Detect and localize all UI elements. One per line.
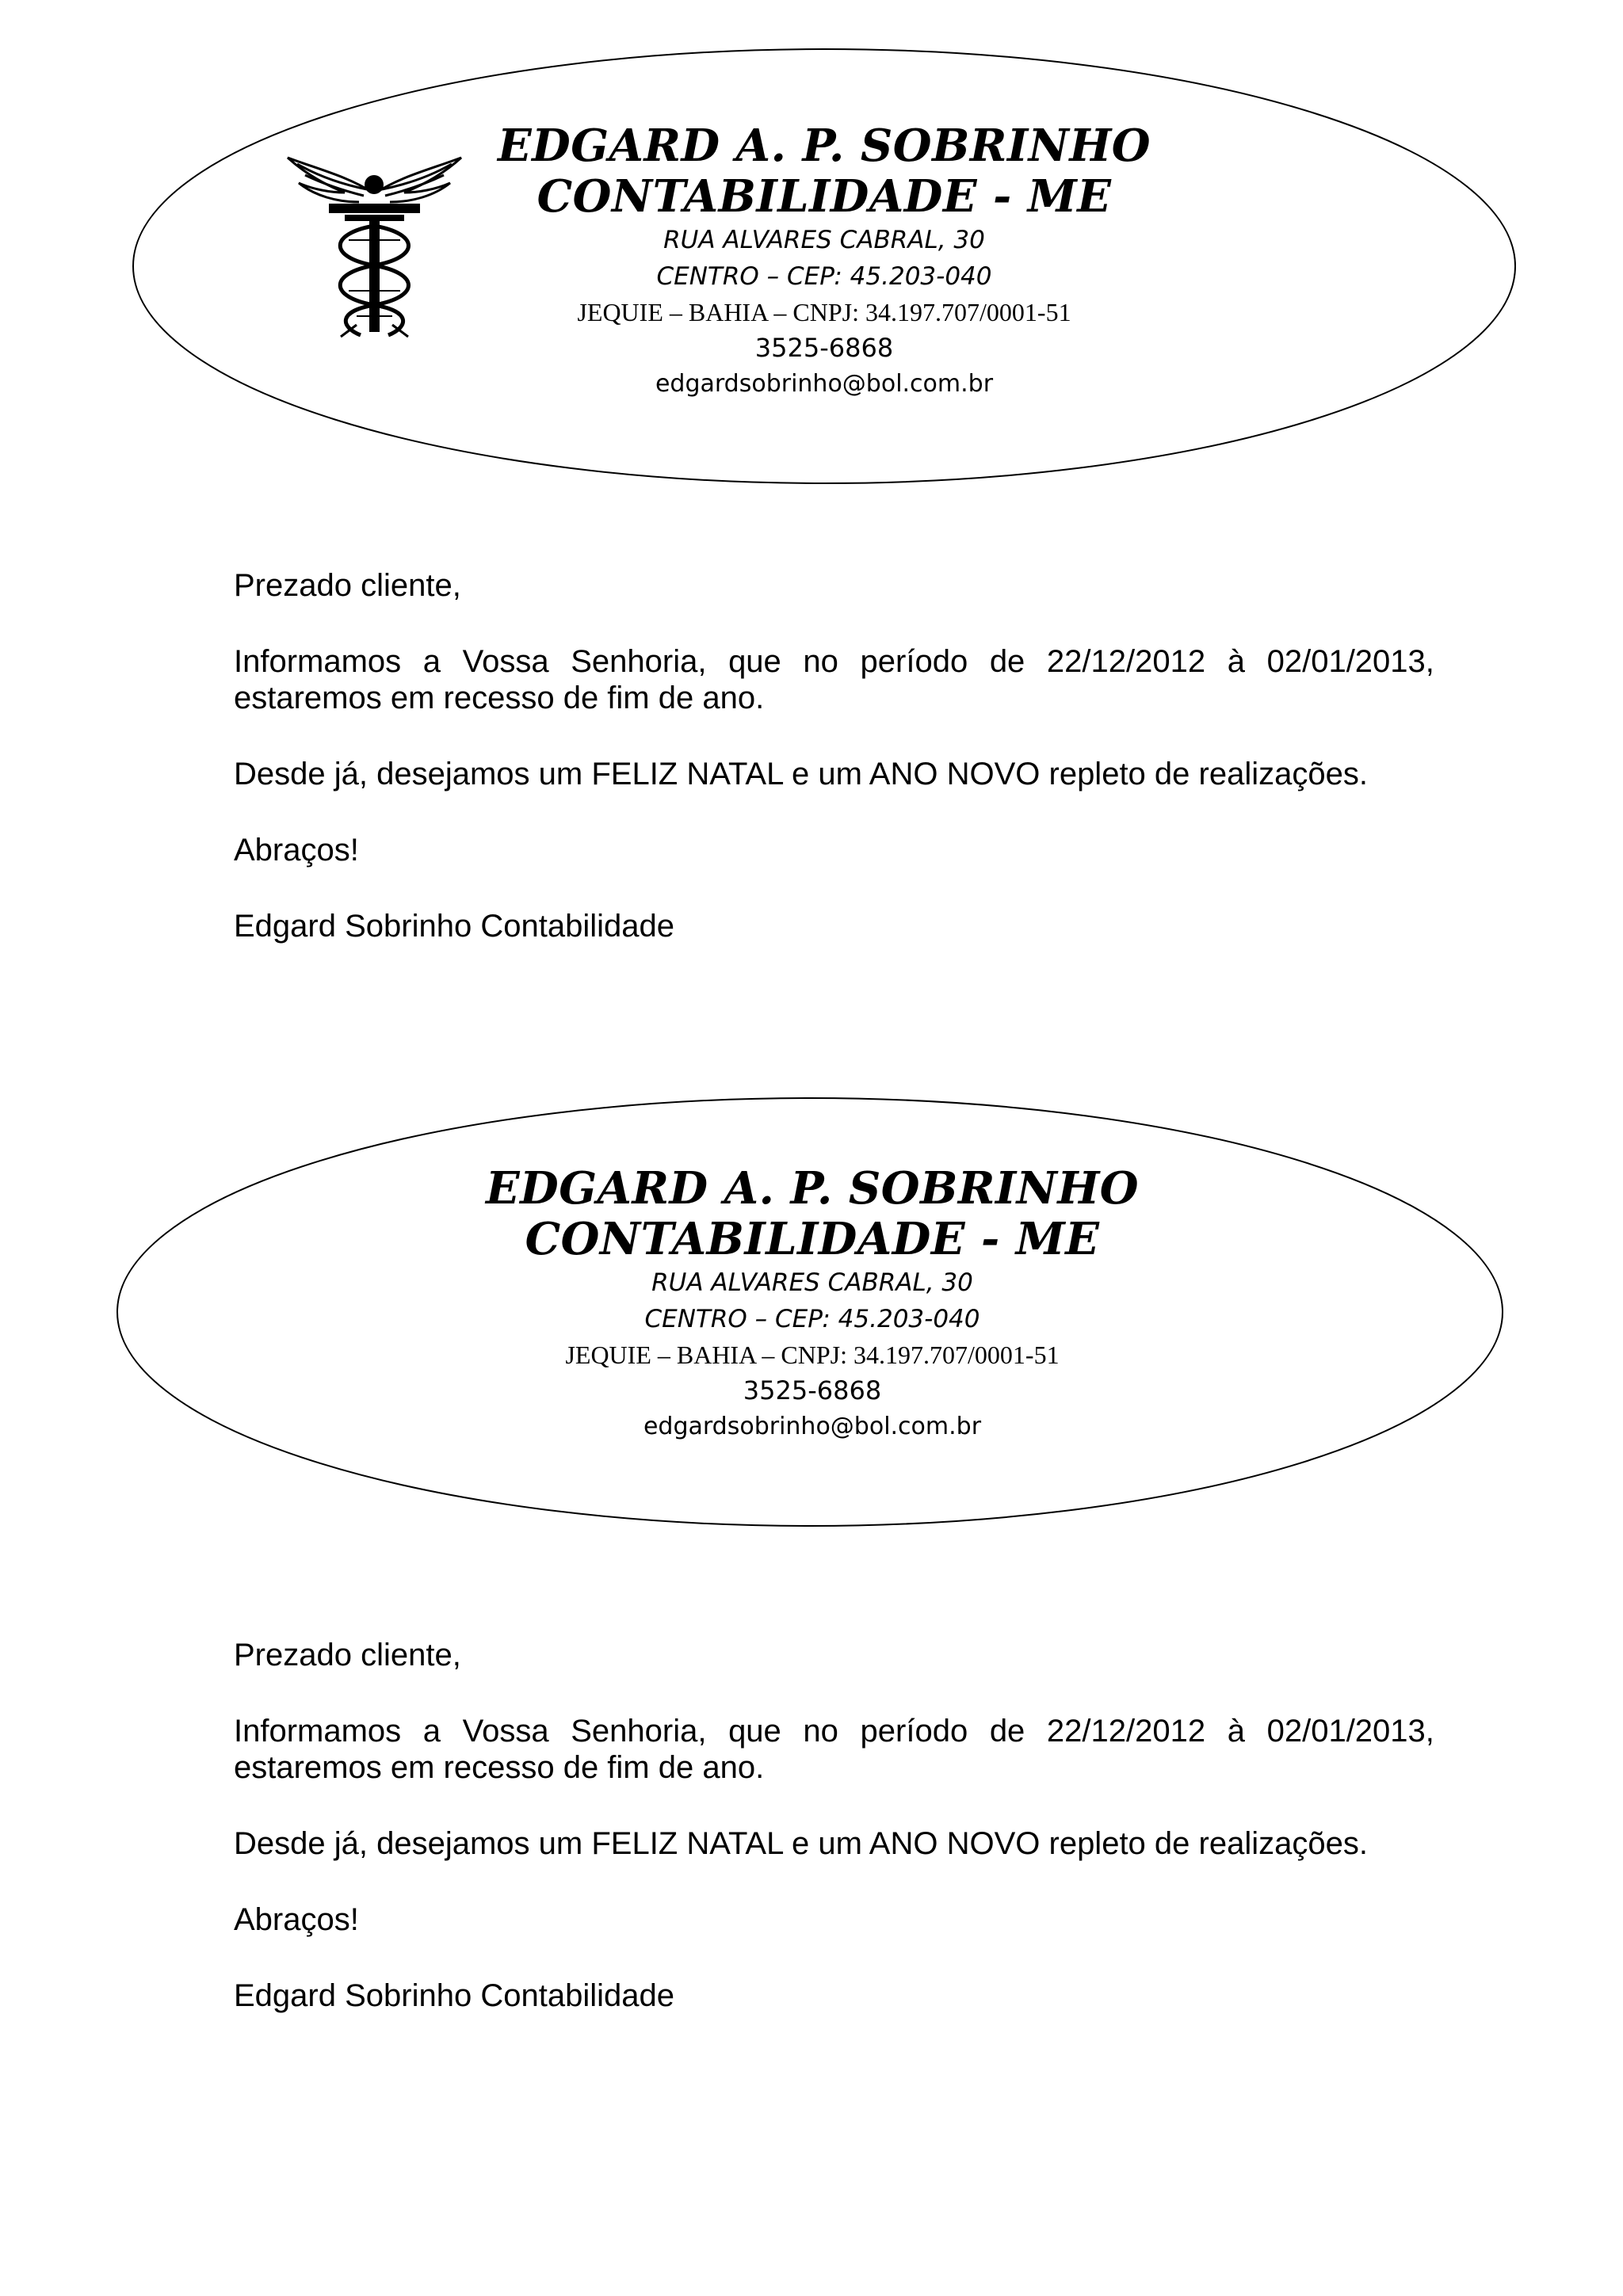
word: no [803, 644, 838, 679]
phone: 3525-6868 [754, 333, 894, 363]
notice-line-2: estaremos em recesso de fim de ano. [234, 1750, 765, 1785]
closing: Abraços! [234, 833, 359, 868]
email: edgardsobrinho@bol.com.br [655, 370, 994, 398]
word: no [803, 1714, 838, 1749]
firm-header [444, 120, 1205, 402]
word: período [860, 644, 968, 679]
address-street: RUA ALVARES CABRAL, 30 [651, 1268, 973, 1297]
email: edgardsobrinho@bol.com.br [643, 1413, 982, 1440]
firm-name: EDGARD A. P. SOBRINHO [497, 120, 1151, 172]
address-district: CENTRO – CEP: 45.203-040 [656, 262, 992, 291]
word: que [728, 1714, 781, 1749]
firm-type: CONTABILIDADE - ME [525, 1213, 1100, 1265]
word: Vossa [462, 644, 549, 679]
word: Informamos [234, 644, 402, 679]
firm-name: EDGARD A. P. SOBRINHO [485, 1162, 1140, 1215]
word: de [989, 644, 1025, 679]
notice-line-1 [234, 643, 1434, 680]
word: 22/12/2012 [1046, 644, 1206, 679]
letter-top [0, 0, 1623, 1070]
notice-line-1 [234, 1713, 1434, 1749]
wishes: Desde já, desejamos um FELIZ NATAL e um ANO NOVO repleto de realizações. [234, 1826, 1368, 1861]
wishes: Desde já, desejamos um FELIZ NATAL e um ANO NOVO repleto de realizações. [234, 757, 1368, 791]
closing: Abraços! [234, 1902, 359, 1937]
address-city-cnpj: JEQUIE – BAHIA – CNPJ: 34.197.707/0001-51 [565, 1341, 1060, 1369]
letter-bottom [0, 1070, 1623, 2139]
word: Senhoria, [571, 1714, 707, 1749]
notice-line-2: estaremos em recesso de fim de ano. [234, 681, 765, 715]
firm-header [432, 1163, 1193, 1445]
letter-body [234, 567, 1434, 944]
word: Senhoria, [571, 644, 707, 679]
word: de [989, 1714, 1025, 1749]
word: Vossa [462, 1714, 549, 1749]
word: 22/12/2012 [1046, 1714, 1206, 1749]
signature: Edgard Sobrinho Contabilidade [234, 1978, 674, 2013]
address-district: CENTRO – CEP: 45.203-040 [644, 1305, 980, 1333]
word: à [1227, 644, 1245, 679]
word: Informamos [234, 1714, 402, 1749]
address-street: RUA ALVARES CABRAL, 30 [663, 226, 985, 254]
word: 02/01/2013, [1266, 1714, 1434, 1749]
phone: 3525-6868 [743, 1375, 882, 1405]
word: a [422, 644, 441, 679]
address-city-cnpj: JEQUIE – BAHIA – CNPJ: 34.197.707/0001-51 [577, 298, 1071, 326]
caduceus-icon [281, 147, 468, 341]
firm-type: CONTABILIDADE - ME [537, 170, 1112, 223]
word: 02/01/2013, [1266, 644, 1434, 679]
word: à [1227, 1714, 1245, 1749]
greeting: Prezado cliente, [234, 1638, 461, 1672]
word: a [422, 1714, 441, 1749]
letter-body [234, 1637, 1434, 2014]
word: que [728, 644, 781, 679]
word: período [860, 1714, 968, 1749]
signature: Edgard Sobrinho Contabilidade [234, 909, 674, 944]
greeting: Prezado cliente, [234, 568, 461, 603]
